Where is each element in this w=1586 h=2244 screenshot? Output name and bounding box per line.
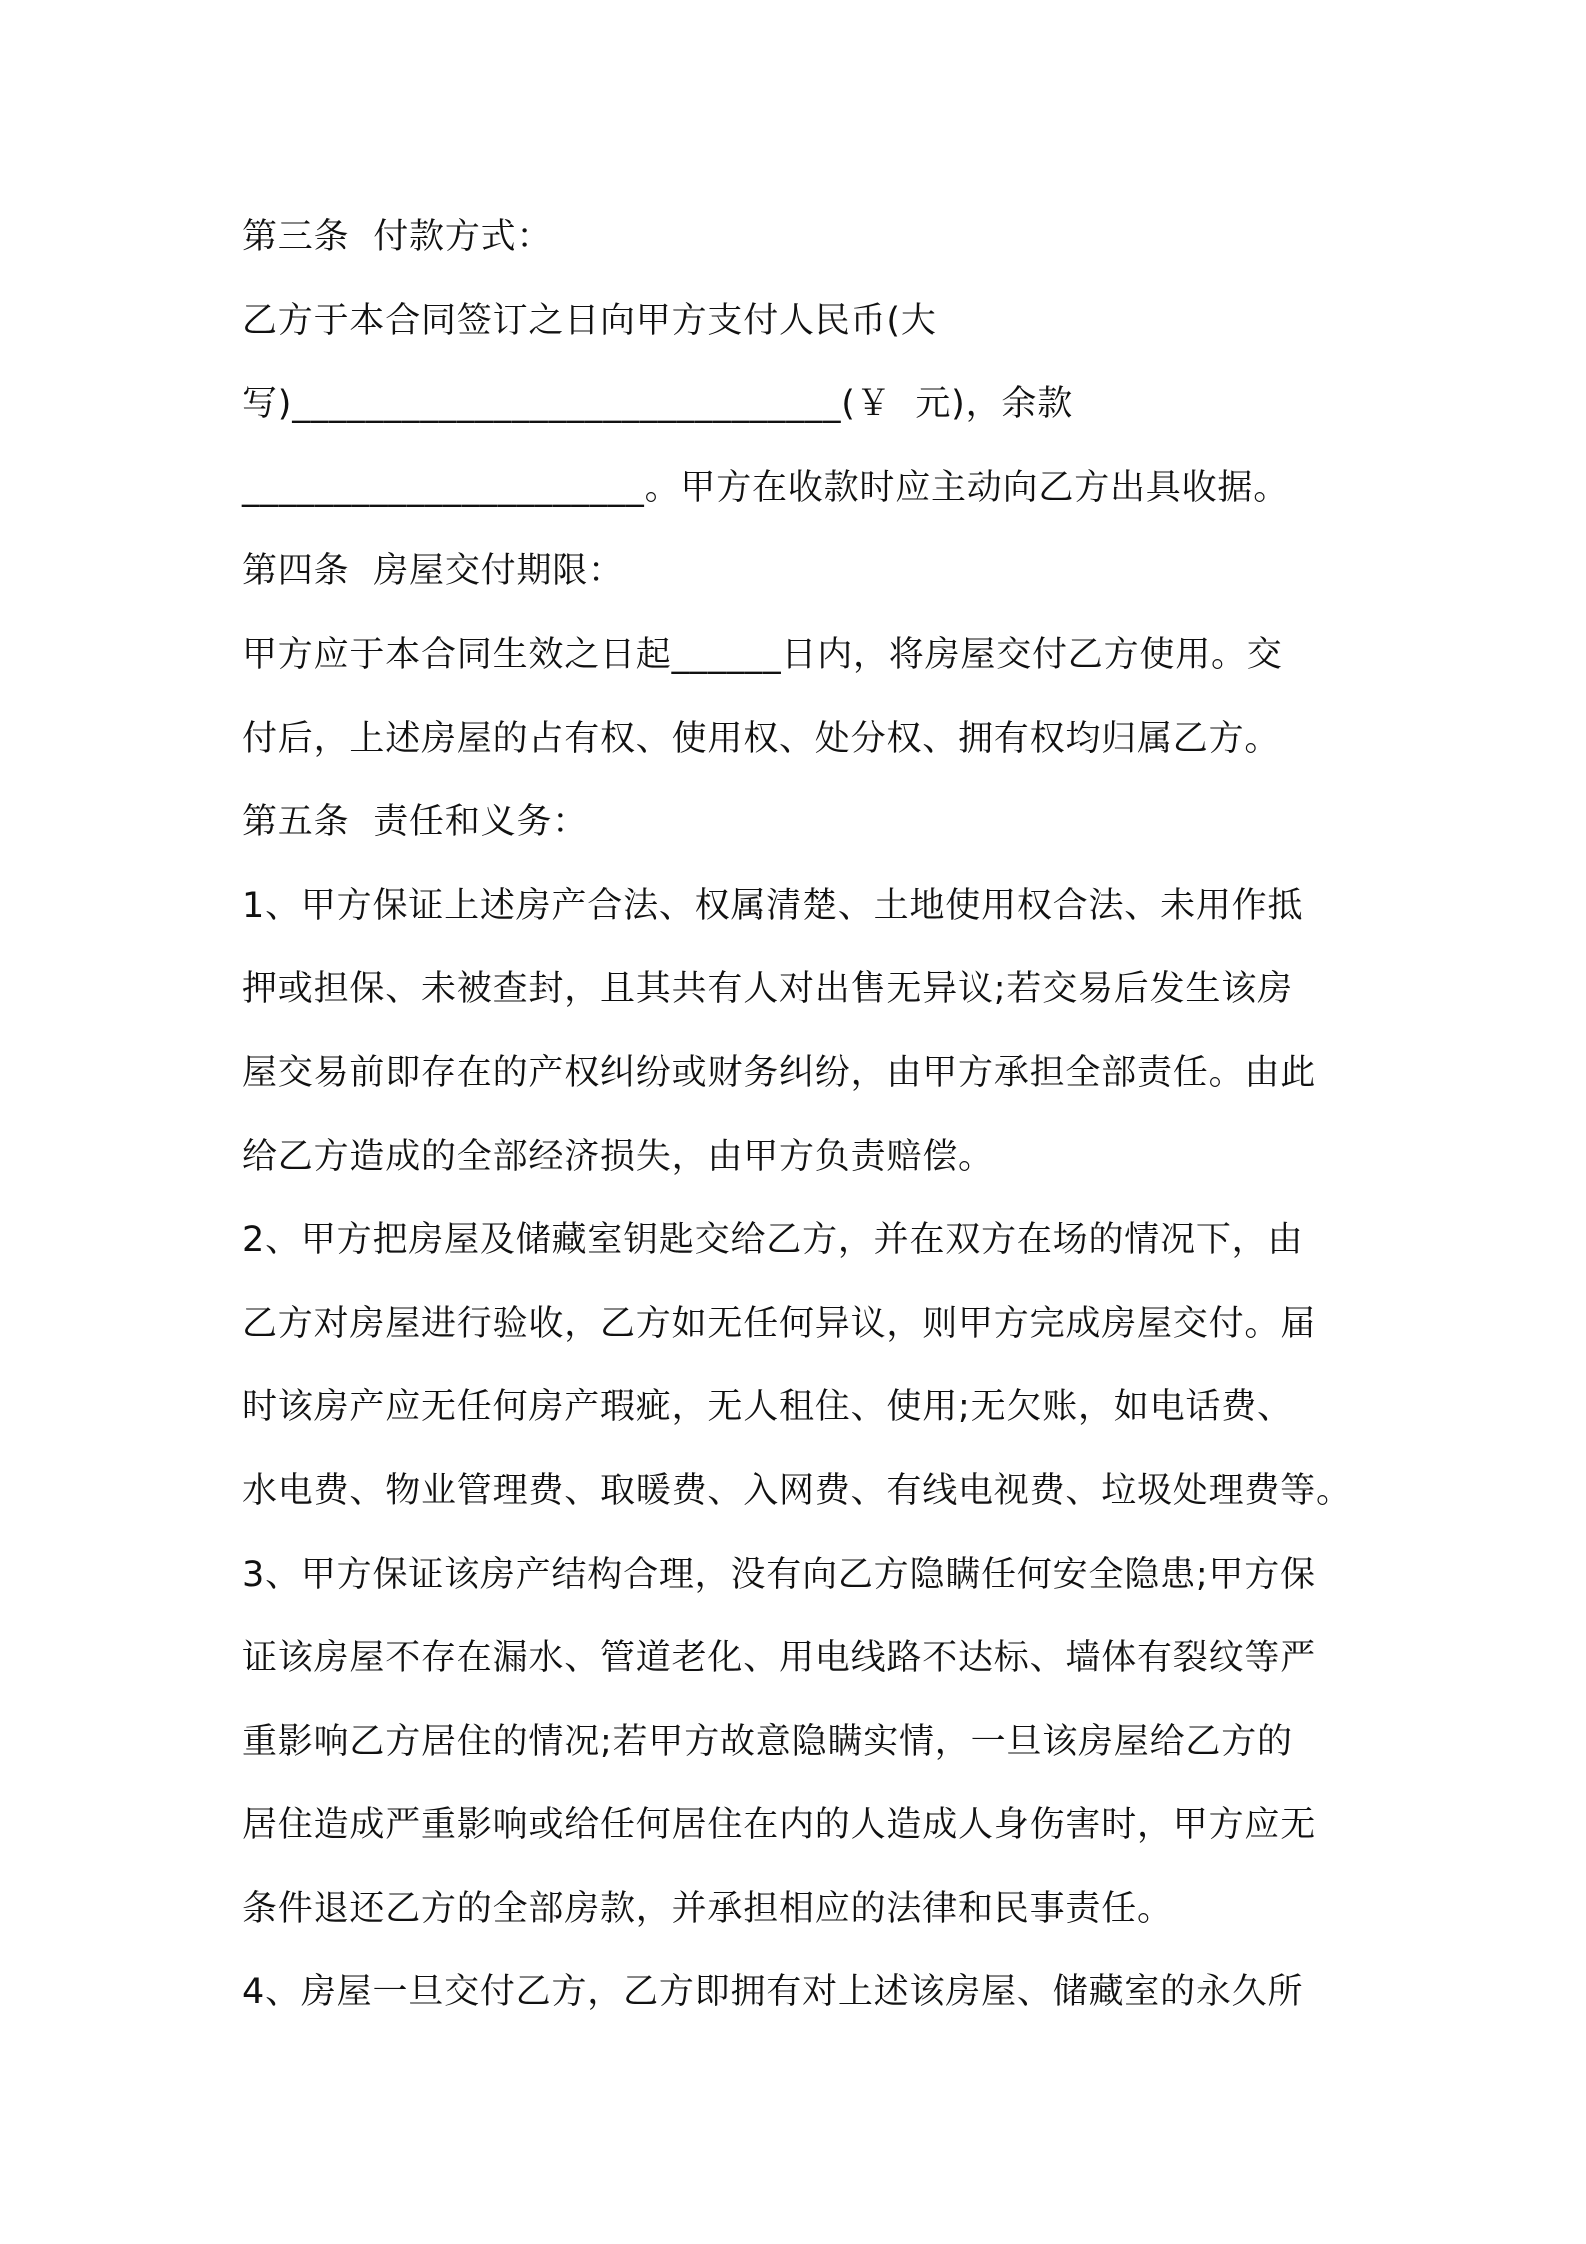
text-line: 给乙方造成的全部经济损失，由甲方负责赔偿。	[242, 1136, 994, 1177]
text-line: ______________________。甲方在收款时应主动向乙方出具收据。	[242, 467, 1290, 508]
contract-text	[242, 196, 1362, 2035]
text-line: 2、甲方把房屋及储藏室钥匙交给乙方，并在双方在场的情况下，由	[242, 1220, 1304, 1261]
text-line: 时该房产应无任何房产瑕疵，无人租住、使用;无欠账，如电话费、	[242, 1387, 1293, 1428]
text-line: 居住造成严重影响或给任何居住在内的人造成人身伤害时，甲方应无	[242, 1805, 1317, 1846]
text-line: 付后，上述房屋的占有权、使用权、处分权、拥有权均归属乙方。	[242, 718, 1281, 759]
text-line: 条件退还乙方的全部房款，并承担相应的法律和民事责任。	[242, 1888, 1173, 1929]
text-line: 4、房屋一旦交付乙方，乙方即拥有对上述该房屋、储藏室的永久所	[242, 1972, 1304, 2013]
clause-5-heading: 第五条 责任和义务：	[242, 802, 589, 843]
text-line: 重影响乙方居住的情况;若甲方故意隐瞒实情，一旦该房屋给乙方的	[242, 1721, 1293, 1762]
text-line: 证该房屋不存在漏水、管道老化、用电线路不达标、墙体有裂纹等严	[242, 1638, 1317, 1679]
text-line: 屋交易前即存在的产权纠纷或财务纠纷，由甲方承担全部责任。由此	[242, 1052, 1317, 1093]
clause-3-heading: 第三条 付款方式：	[242, 217, 553, 257]
text-line: 写)______________________________(￥ 元)，余款	[242, 384, 1074, 425]
text-line: 乙方对房屋进行验收，乙方如无任何异议，则甲方完成房屋交付。届	[242, 1303, 1317, 1344]
clause-4-heading: 第四条 房屋交付期限：	[242, 551, 624, 592]
text-line: 乙方于本合同签订之日向甲方支付人民币(大	[242, 300, 937, 341]
text-line: 1、甲方保证上述房产合法、权属清楚、土地使用权合法、未用作抵	[242, 885, 1304, 926]
text-line: 押或担保、未被查封，且其共有人对出售无异议;若交易后发生该房	[242, 969, 1293, 1010]
text-line: 3、甲方保证该房产结构合理，没有向乙方隐瞒任何安全隐患;甲方保	[242, 1554, 1316, 1595]
text-line: 水电费、物业管理费、取暖费、入网费、有线电视费、垃圾处理费等。	[242, 1470, 1352, 1511]
text-line: 甲方应于本合同生效之日起______日内，将房屋交付乙方使用。交	[242, 634, 1283, 675]
